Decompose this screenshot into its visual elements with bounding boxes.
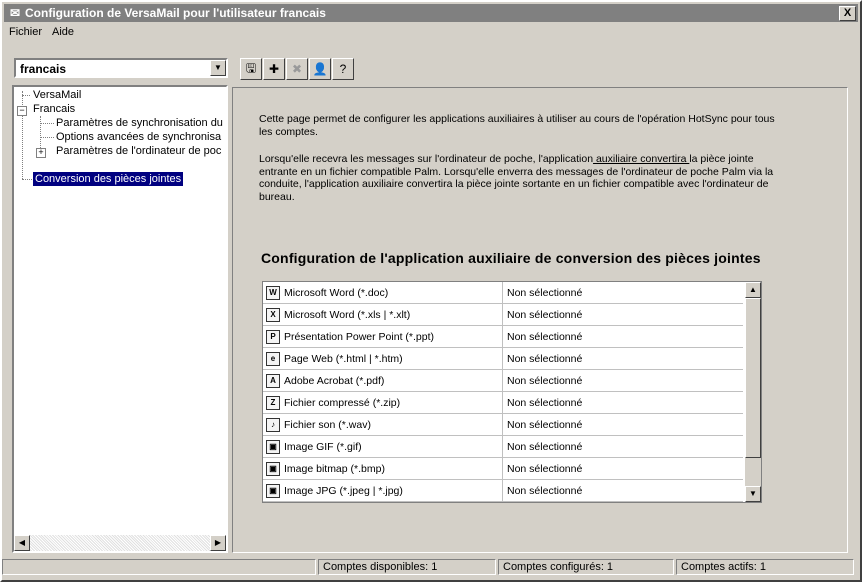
file-type-label: Fichier son (*.wav) (284, 418, 371, 431)
tree-item-attachment-conversion[interactable]: Conversion des pièces jointes (35, 173, 182, 185)
helper-value[interactable]: Non sélectionné (507, 352, 583, 365)
helper-value[interactable]: Non sélectionné (507, 308, 583, 321)
list-row[interactable] (263, 348, 743, 370)
jpg-image-icon: ▣ (266, 484, 280, 498)
file-type-label: Page Web (*.html | *.htm) (284, 352, 403, 365)
tree-line (40, 137, 54, 138)
status-configured: Comptes configurés: 1 (498, 559, 674, 575)
delete-account-icon: ✖ (291, 62, 303, 76)
helper-value[interactable]: Non sélectionné (507, 396, 583, 409)
description-text-b: la pièce jointe entrante en un fichier compatible Palm. Lorsqu'elle enverra des messages de l'ordinateur de poche Palm via la conduite, l'application auxiliaire convertira la pièce jointe sortante en un fichier compatible avec l'ordinateur de bureau. (259, 153, 774, 203)
menu-fichier[interactable]: Fichier (9, 26, 43, 38)
window-title: Configuration de VersaMail pour l'utilisateur francais (25, 6, 326, 20)
helper-value[interactable]: Non sélectionné (507, 418, 583, 431)
description-link: auxiliaire convertira (593, 153, 690, 165)
file-type-label: Fichier compressé (*.zip) (284, 396, 401, 409)
description-text-a: Lorsqu'elle recevra les messages sur l'ordinateur de poche, l'application (259, 153, 594, 165)
file-type-label: Adobe Acrobat (*.pdf) (284, 374, 385, 387)
file-type-label: Image bitmap (*.bmp) (284, 462, 385, 475)
zip-icon: Z (266, 396, 280, 410)
scroll-up-icon[interactable]: ▲ (745, 282, 761, 298)
file-type-label: Microsoft Word (*.xls | *.xlt) (284, 308, 411, 321)
list-row[interactable] (263, 436, 743, 458)
add-account-icon: ✚ (268, 62, 280, 76)
help-button[interactable] (332, 58, 354, 80)
web-page-icon: e (266, 352, 280, 366)
user-settings-button[interactable] (309, 58, 331, 80)
status-bar (0, 558, 858, 576)
intro-paragraph: Cette page permet de configurer les applications auxiliaires à utiliser au cours de l'opération HotSync pour tous les comptes. (259, 113, 775, 138)
menu-aide[interactable]: Aide (52, 26, 75, 38)
list-row[interactable] (263, 458, 743, 480)
list-row[interactable] (263, 326, 743, 348)
chevron-down-icon[interactable]: ▼ (210, 60, 226, 76)
tree-line (40, 123, 54, 124)
tree-item-sync-params[interactable]: Paramètres de synchronisation du (56, 117, 223, 129)
toolbar (240, 58, 354, 80)
navigation-tree (12, 85, 228, 553)
scroll-thumb[interactable] (745, 298, 761, 458)
tree-item-francais[interactable]: Francais (33, 103, 76, 115)
list-row[interactable] (263, 304, 743, 326)
user-select-value: francais (20, 62, 67, 76)
collapse-icon[interactable]: − (17, 106, 27, 116)
close-button[interactable]: X (839, 6, 856, 21)
pdf-icon: A (266, 374, 280, 388)
list-row[interactable] (263, 370, 743, 392)
helper-value[interactable]: Non sélectionné (507, 440, 583, 453)
scroll-left-icon[interactable]: ◀ (14, 535, 30, 551)
menu-bar (4, 23, 858, 41)
expand-icon[interactable]: + (36, 148, 46, 158)
file-type-label: Présentation Power Point (*.ppt) (284, 330, 434, 343)
title-bar (4, 4, 858, 22)
file-type-label: Microsoft Word (*.doc) (284, 286, 389, 299)
excel-icon: X (266, 308, 280, 322)
status-available: Comptes disponibles: 1 (318, 559, 496, 575)
sound-icon: ♪ (266, 418, 280, 432)
status-active: Comptes actifs: 1 (676, 559, 854, 575)
tree-item-versamail[interactable]: VersaMail (33, 89, 82, 101)
tree-line (22, 95, 30, 96)
list-vertical-scrollbar[interactable] (745, 282, 761, 502)
helper-value[interactable]: Non sélectionné (507, 462, 583, 475)
delete-account-button[interactable] (286, 58, 308, 80)
section-heading: Configuration de l'application auxiliaire de conversion des pièces jointes (261, 250, 761, 266)
content-panel (232, 87, 848, 553)
scroll-down-icon[interactable]: ▼ (745, 486, 761, 502)
word-doc-icon: W (266, 286, 280, 300)
description-paragraph (259, 153, 779, 203)
save-icon: 🖫 (245, 60, 257, 75)
list-row[interactable] (263, 392, 743, 414)
helper-value[interactable]: Non sélectionné (507, 330, 583, 343)
powerpoint-icon: P (266, 330, 280, 344)
bitmap-image-icon: ▣ (266, 462, 280, 476)
helper-value[interactable]: Non sélectionné (507, 286, 583, 299)
app-icon: ✉ (9, 6, 21, 20)
helper-value[interactable]: Non sélectionné (507, 374, 583, 387)
scroll-right-icon[interactable]: ▶ (210, 535, 226, 551)
tree-horizontal-scrollbar[interactable] (14, 535, 226, 551)
user-select[interactable] (14, 58, 228, 78)
tree-item-handheld-params[interactable]: Paramètres de l'ordinateur de poc (56, 145, 222, 157)
list-row[interactable] (263, 480, 743, 502)
add-account-button[interactable] (263, 58, 285, 80)
file-type-label: Image GIF (*.gif) (284, 440, 362, 453)
save-button[interactable] (240, 58, 262, 80)
conversion-list (262, 281, 762, 503)
gif-image-icon: ▣ (266, 440, 280, 454)
help-icon: ? (339, 62, 347, 76)
list-row[interactable] (263, 282, 743, 304)
list-row[interactable] (263, 414, 743, 436)
file-type-label: Image JPG (*.jpeg | *.jpg) (284, 484, 403, 497)
user-settings-icon: 👤 (312, 62, 328, 76)
status-pane-empty (2, 559, 316, 575)
helper-value[interactable]: Non sélectionné (507, 484, 583, 497)
tree-item-advanced-sync[interactable]: Options avancées de synchronisa (56, 131, 222, 143)
